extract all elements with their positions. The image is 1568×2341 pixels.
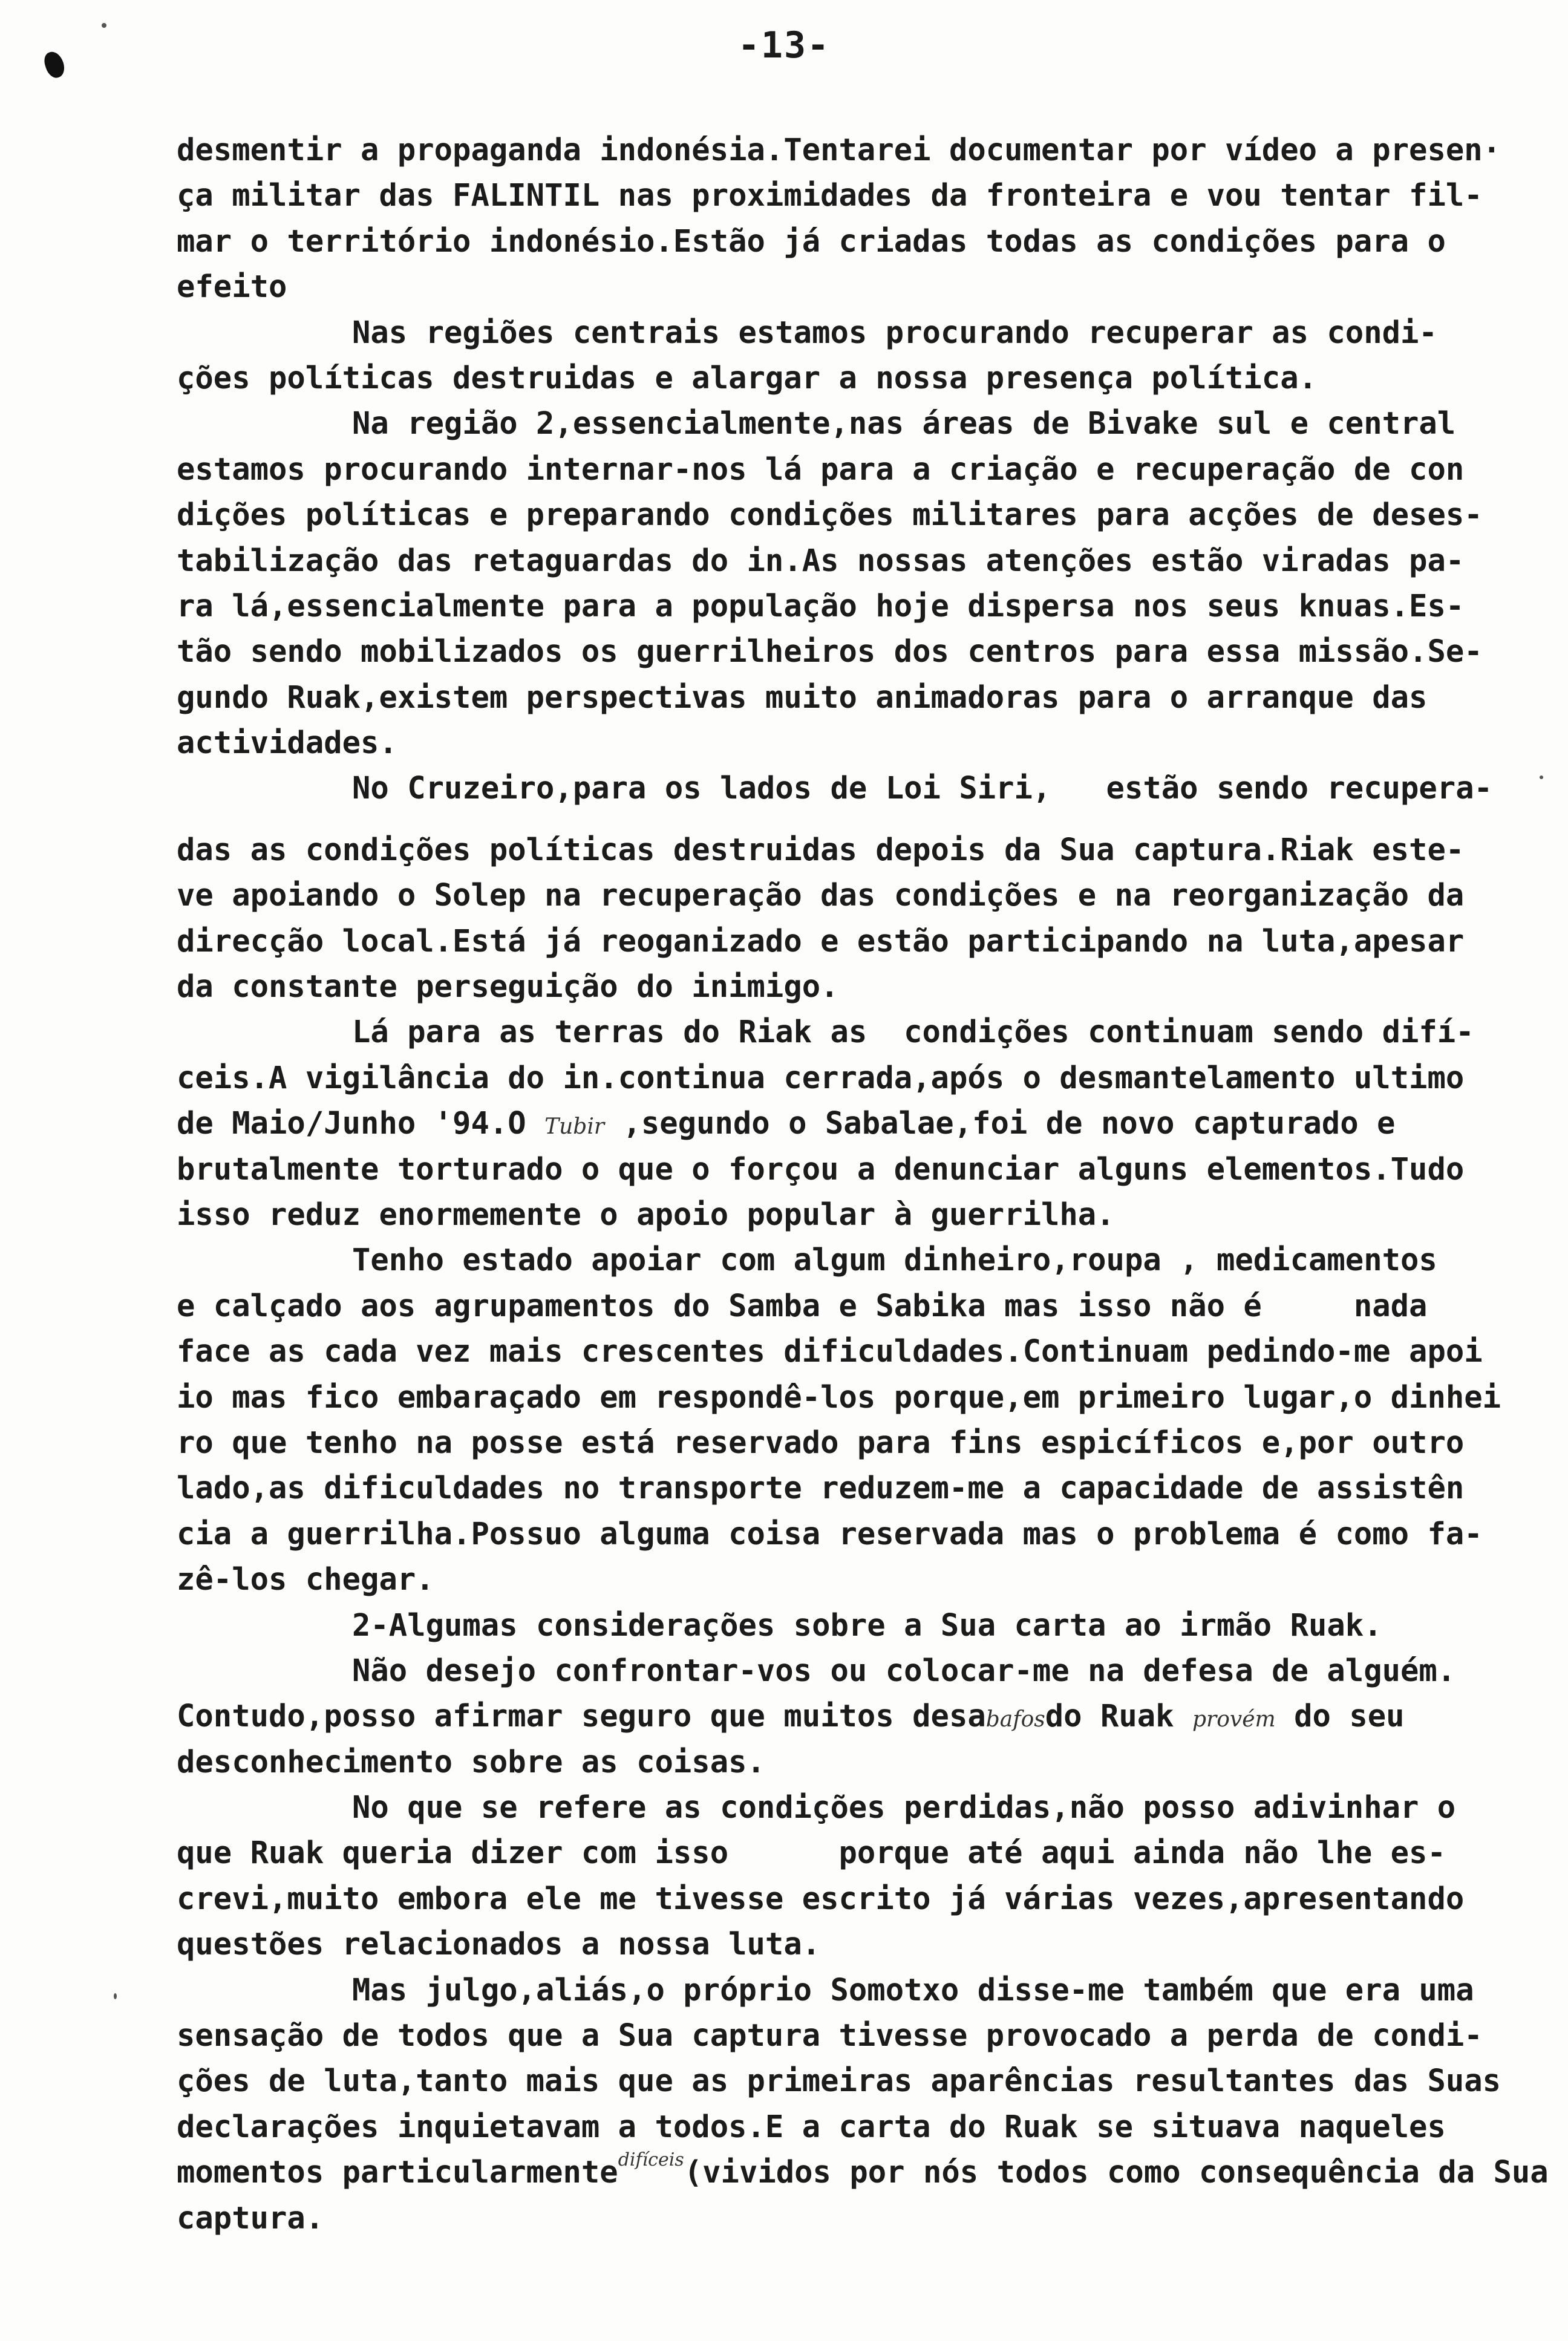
text-line: io mas fico embaraçado em respondê-los porque,em primeiro lugar,o dinhei: [177, 1379, 1501, 1415]
text-line: direcção local.Está já reoganizado e estão participando na luta,apesar: [177, 922, 1465, 959]
text-line: Mas julgo,aliás,o próprio Somotxo disse-me também que era uma: [352, 1971, 1474, 2008]
text-line: Tenho estado apoiar com algum dinheiro,roupa , medicamentos: [352, 1242, 1437, 1278]
text-line: Nas regiões centrais estamos procurando recuperar as condi-: [352, 314, 1437, 350]
text-line-with-annotation: [177, 1693, 1508, 1739]
text-line: ceis.A vigilância do in.continua cerrada,após o desmantelamento ultimo: [177, 1059, 1465, 1095]
text-line: ro que tenho na posse está reservado para fins espicíficos e,por outro: [177, 1424, 1465, 1460]
text-line: No que se refere as condições perdidas,não posso adivinhar o: [352, 1789, 1456, 1826]
text-line: dições políticas e preparando condições militares para acções de deses-: [177, 497, 1483, 533]
line-text: do seu: [1275, 1698, 1405, 1734]
line-text: momentos particularmente: [177, 2154, 618, 2190]
line-text: (vividos por nós todos como consequência da Sua: [684, 2154, 1549, 2190]
text-line: ções de luta,tanto mais que as primeiras aparências resultantes das Suas: [177, 2063, 1501, 2099]
line-text: ,segundo o Sabalae,foi de novo capturado e: [604, 1105, 1396, 1141]
text-line: questões relacionados a nossa luta.: [177, 1926, 821, 1962]
handwritten-name: Tubir: [544, 1114, 605, 1140]
speck: [1540, 775, 1543, 779]
typewritten-body: [177, 127, 1549, 2241]
text-line: desmentir a propaganda indonésia.Tentarei documentar por vídeo a presen·: [177, 132, 1501, 168]
text-line: ções políticas destruidas e alargar a nossa presença política.: [177, 359, 1318, 396]
text-line: sensação de todos que a Sua captura tivesse provocado a perda de condi-: [177, 2017, 1483, 2054]
text-line: ve apoiando o Solep na recuperação das condições e na reorganização da: [177, 877, 1465, 913]
text-line-with-annotation: [177, 1100, 1508, 1146]
line-text: Contudo,posso afirmar seguro que muitos desa: [177, 1698, 986, 1734]
text-line: tabilização das retaguardas do in.As nossas atenções estão viradas pa-: [177, 542, 1465, 578]
text-line: brutalmente torturado o que o forçou a denunciar alguns elementos.Tudo: [177, 1151, 1465, 1187]
text-line: zê-los chegar.: [177, 1561, 434, 1598]
text-line: face as cada vez mais crescentes dificuldades.Continuam pedindo-me apoi: [177, 1333, 1483, 1370]
text-line: declarações inquietavam a todos.E a carta do Ruak se situava naqueles: [177, 2108, 1446, 2144]
text-line: das as condições políticas destruidas depois da Sua captura.Riak este-: [177, 831, 1465, 867]
text-line: crevi,muito embora ele me tivesse escrito já várias vezes,apresentando: [177, 1880, 1465, 1916]
text-line: e calçado aos agrupamentos do Samba e Sabika mas isso não é nada: [177, 1287, 1428, 1324]
text-line: Na região 2,essencialmente,nas áreas de Bivake sul e central: [352, 405, 1456, 442]
handwritten-insertion: difíceis: [618, 2149, 684, 2171]
line-text: do Ruak: [1045, 1698, 1192, 1734]
text-line: ra lá,essencialmente para a população hoje dispersa nos seus knuas.Es-: [177, 587, 1465, 624]
text-line: gundo Ruak,existem perspectivas muito animadoras para o arranque das: [177, 679, 1428, 715]
text-line: efeito: [177, 269, 287, 305]
text-line: que Ruak queria dizer com isso porque até aqui ainda não lhe es-: [177, 1835, 1446, 1871]
text-line: actividades.: [177, 725, 397, 761]
text-line: Lá para as terras do Riak as condições continuam sendo difí-: [352, 1014, 1474, 1050]
text-line: ça militar das FALINTIL nas proximidades da fronteira e vou tentar fil-: [177, 177, 1483, 214]
text-line: captura.: [177, 2199, 324, 2236]
line-text: de Maio/Junho '94.O: [177, 1105, 526, 1141]
text-line: Não desejo confrontar-vos ou colocar-me na defesa de alguém.: [352, 1652, 1456, 1688]
text-line: No Cruzeiro,para os lados de Loi Siri, estão sendo recupera-: [352, 770, 1493, 806]
text-line: desconhecimento sobre as coisas.: [177, 1743, 765, 1780]
text-line: estamos procurando internar-nos lá para a criação e recuperação de con: [177, 451, 1465, 487]
text-line: tão sendo mobilizados os guerrilheiros dos centros para essa missão.Se-: [177, 633, 1483, 670]
text-line: mar o território indonésio.Estão já criadas todas as condições para o: [177, 223, 1446, 259]
text-line: cia a guerrilha.Possuo alguma coisa reservada mas o problema é como fa-: [177, 1515, 1483, 1552]
handwritten-word: bafos: [985, 1707, 1045, 1732]
handwritten-word: provém: [1192, 1707, 1276, 1732]
text-line-with-annotation: [177, 2149, 1549, 2195]
text-line: lado,as dificuldades no transporte reduzem-me a capacidade de assistên: [177, 1470, 1465, 1506]
page-number: -13-: [737, 24, 831, 67]
text-line: da constante perseguição do inimigo.: [177, 968, 839, 1005]
text-line: isso reduz enormemente o apoio popular à guerrilha.: [177, 1196, 1115, 1232]
speck: [114, 1993, 117, 1999]
text-line: 2-Algumas considerações sobre a Sua carta ao irmão Ruak.: [352, 1607, 1382, 1643]
